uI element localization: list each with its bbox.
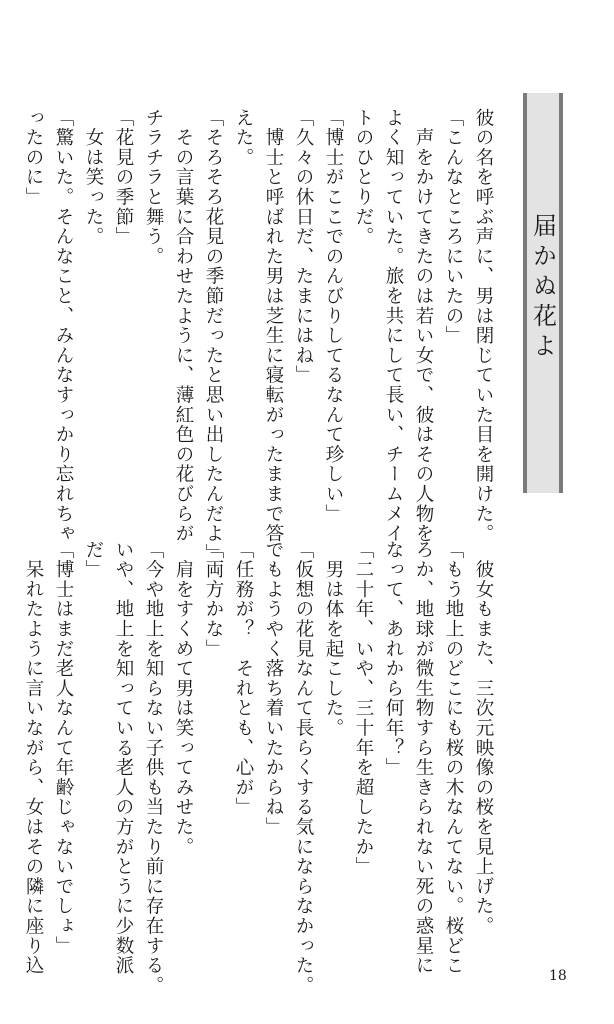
text-line: 「博士がここでのんびりしてるなんて珍しい」 [323, 108, 344, 524]
text-line: 「二十年、いや、三十年を超したか」 [353, 540, 374, 877]
page-number: 18 [549, 968, 567, 984]
text-line: 「博士はまだ老人なんて年齢じゃないでしょ」 [53, 540, 74, 956]
text-line: 男は体を起こした。 [323, 540, 344, 738]
text-line: 「花見の季節」 [113, 108, 134, 247]
text-line: 「仮想の花見なんて長らくする気にならなかった。 [293, 540, 314, 996]
text-line: 「そろそろ花見の季節だったと思い出したんだよ」 [203, 108, 224, 564]
title-box [523, 93, 563, 493]
text-line: だ」 [83, 540, 104, 580]
text-line: 彼女もまた、三次元映像の桜を見上げた。 [473, 540, 494, 936]
text-line: 肩をすくめて男は笑ってみせた。 [173, 540, 194, 857]
text-line: 「久々の休日だ、たまにはね」 [293, 108, 314, 386]
text-line: 「今や地上を知らない子供も当たり前に存在する。 [143, 540, 164, 996]
text-line: ったのに」 [23, 108, 44, 207]
text-line: 「驚いた。そんなこと、みんなすっかり忘れちゃ [53, 108, 74, 544]
text-line: えた。 [233, 108, 254, 168]
text-line: 呆れたように言いながら、女はその隣に座り込 [23, 540, 44, 976]
text-line: なって、あれから何年？」 [383, 540, 404, 778]
text-line: ろか、地球が微生物すら生きられない死の惑星に [413, 540, 434, 976]
text-line: 彼の名を呼ぶ声に、男は閉じていた目を開けた。 [473, 108, 494, 544]
text-line: でもようやく落ち着いたからね」 [263, 540, 284, 837]
chapter-title: 届かぬ花よ [528, 213, 557, 363]
text-line: 声をかけてきたのは若い女で、彼はその人物を [413, 108, 434, 544]
text-line: チラチラと舞う。 [143, 108, 164, 267]
upper-text-block [23, 108, 498, 564]
text-line: 「もう地上のどこにも桜の木なんてない。桜どこ [443, 540, 464, 976]
text-line: よく知っていた。旅を共にして長い、チームメイ [383, 108, 404, 544]
text-line: いや、地上を知っている老人の方がとうに少数派 [113, 540, 134, 976]
lower-text-block [23, 540, 498, 996]
text-line: 女は笑った。 [83, 108, 104, 247]
text-line: トのひとりだ。 [353, 108, 374, 247]
text-line: その言葉に合わせたように、薄紅色の花びらが [173, 108, 194, 544]
text-line: 「任務が？ それとも、心が」 [233, 540, 254, 818]
text-line: 「両方かな」 [203, 540, 224, 659]
text-line: 「こんなところにいたの」 [443, 108, 464, 346]
text-line: 博士と呼ばれた男は芝生に寝転がったままで答 [263, 108, 284, 544]
